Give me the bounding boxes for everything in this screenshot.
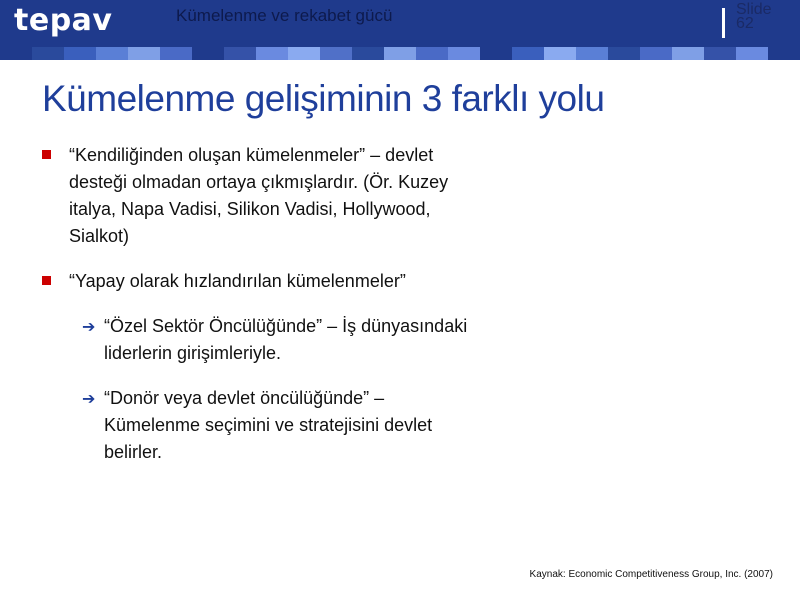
bullet-item: [42, 268, 472, 295]
slide-content: [42, 142, 472, 484]
arrow-right-icon: ➔: [82, 389, 96, 408]
stripe-block: [128, 47, 160, 60]
square-bullet-icon: [42, 150, 51, 159]
bullet-text: “Kendiliğinden oluşan kümelenmeler” – devlet desteği olmadan ortaya çıkmışlardır. (Ör. Kuzey italya, Napa Vadisi, Silikon Vadisi, Hollywood, Sialkot): [69, 145, 449, 246]
bullet-item: [42, 142, 472, 250]
sub-bullet-item: [42, 313, 472, 367]
stripe-block: [672, 47, 704, 60]
header-title: Kümelenme ve rekabet gücü: [176, 6, 393, 25]
stripe-block: [704, 47, 736, 60]
square-bullet-icon: [42, 276, 51, 285]
stripe-block: [640, 47, 672, 60]
stripe-block: [0, 47, 32, 60]
header-bar: [0, 0, 800, 47]
bullet-text: “Yapay olarak hızlandırılan kümelenmeler”: [69, 271, 406, 291]
stripe-block: [352, 47, 384, 60]
stripe-block: [160, 47, 192, 60]
slide-number-value: 62: [736, 15, 754, 32]
stripe-block: [416, 47, 448, 60]
decorative-stripe: [0, 47, 800, 60]
sub-bullet-text: “Donör veya devlet öncülüğünde” – Kümelenme seçimini ve stratejisini devlet belirler.: [104, 388, 433, 462]
stripe-block: [320, 47, 352, 60]
stripe-block: [512, 47, 544, 60]
sub-bullet-text: “Özel Sektör Öncülüğünde” – İş dünyasındaki liderlerin girişimleriyle.: [104, 316, 468, 363]
stripe-block: [768, 47, 800, 60]
stripe-block: [736, 47, 768, 60]
stripe-block: [448, 47, 480, 60]
sub-bullet-item: [42, 385, 472, 466]
stripe-block: [576, 47, 608, 60]
header-divider: [722, 8, 725, 38]
stripe-block: [256, 47, 288, 60]
stripe-block: [96, 47, 128, 60]
stripe-block: [480, 47, 512, 60]
stripe-block: [384, 47, 416, 60]
stripe-block: [288, 47, 320, 60]
tepav-logo: tepav: [14, 3, 113, 38]
stripe-block: [192, 47, 224, 60]
stripe-block: [32, 47, 64, 60]
slide-number: [736, 3, 772, 31]
source-citation: Kaynak: Economic Competitiveness Group, Inc. (2007): [529, 569, 773, 580]
slide-title: Kümelenme gelişiminin 3 farklı yolu: [42, 78, 605, 119]
stripe-block: [608, 47, 640, 60]
stripe-block: [224, 47, 256, 60]
arrow-right-icon: ➔: [82, 317, 96, 336]
stripe-block: [544, 47, 576, 60]
stripe-block: [64, 47, 96, 60]
slide-label-text: Slide: [736, 1, 772, 18]
